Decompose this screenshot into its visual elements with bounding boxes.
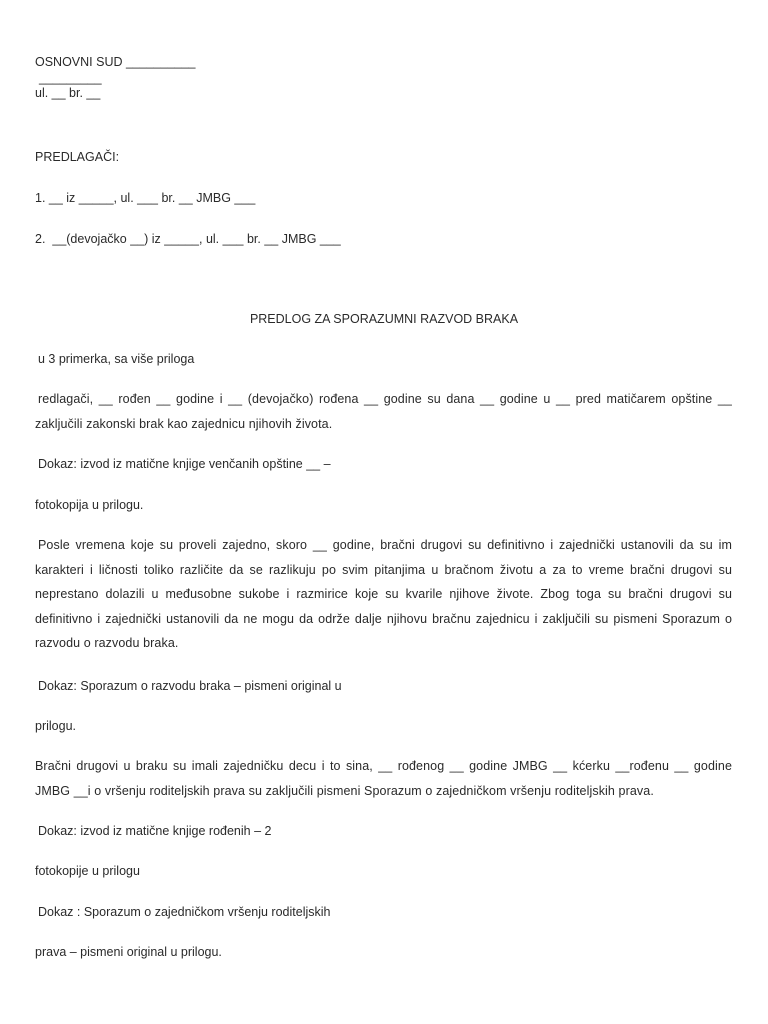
evidence-custody: Dokaz : Sporazum o zajedničkom vršenju roditeljskih: [38, 905, 331, 919]
evidence-births: Dokaz: izvod iz matične knjige rođenih – 2: [38, 824, 272, 838]
evidence-custody-cont: prava – pismeni original u prilogu.: [35, 945, 222, 959]
petitioner-second: 2. __(devojačko __) iz _____, ul. ___ br. __ JMBG ___: [35, 232, 341, 246]
copies-note: u 3 primerka, sa više priloga: [38, 352, 195, 366]
evidence-marriage: Dokaz: izvod iz matične knjige venčanih opštine __ –: [38, 457, 331, 471]
paragraph-marriage: redlagači, __ rođen __ godine i __ (devojačko) rođena __ godine su dana __ godine u __ pred matičarem opštine __ zaključili zakonski brak kao zajednicu njihovih života.: [35, 392, 732, 431]
court-blank: _________: [39, 71, 102, 85]
paragraph-reasons: Posle vremena koje su proveli zajedno, skoro __ godine, bračni drugovi su definitivno i zajednički ustanovili da su im karakteri i ličnosti toliko različite da se razlikuju po svim pitanjima u bračnom životu a za to vreme bračni drugovi su neprestano dolazili u međusobne sukobe i razmirice koje su kvarile njihove živote. Zbog toga su bračni drugovi su definitivno i zajednički ustanovili da ne mogu da održe dalje njihovu bračnu zajednicu i zaključili su pismeni Sporazum o razvodu o razvodu braka.: [35, 538, 732, 650]
evidence-marriage-cont: fotokopija u prilogu.: [35, 498, 144, 512]
document-title: PREDLOG ZA SPORAZUMNI RAZVOD BRAKA: [249, 312, 519, 326]
evidence-agreement-cont: prilogu.: [35, 719, 76, 733]
evidence-agreement: Dokaz: Sporazum o razvodu braka – pismeni original u: [38, 679, 342, 693]
paragraph-children: Bračni drugovi u braku su imali zajedničku decu i to sina, __ rođenog __ godine JMBG __ kćerku __rođenu __ godine JMBG __i o vršenju roditeljskih prava su zaključili pismeni Sporazum o zajedničkom vršenju roditeljskih prava.: [35, 759, 732, 798]
petitioners-label: PREDLAGAČI:: [35, 150, 120, 164]
court-heading: OSNOVNI SUD __________: [35, 55, 196, 69]
court-address: ul. __ br. __: [35, 86, 101, 100]
evidence-births-cont: fotokopije u prilogu: [35, 864, 140, 878]
petitioner-first: 1. __ iz _____, ul. ___ br. __ JMBG ___: [35, 191, 256, 205]
